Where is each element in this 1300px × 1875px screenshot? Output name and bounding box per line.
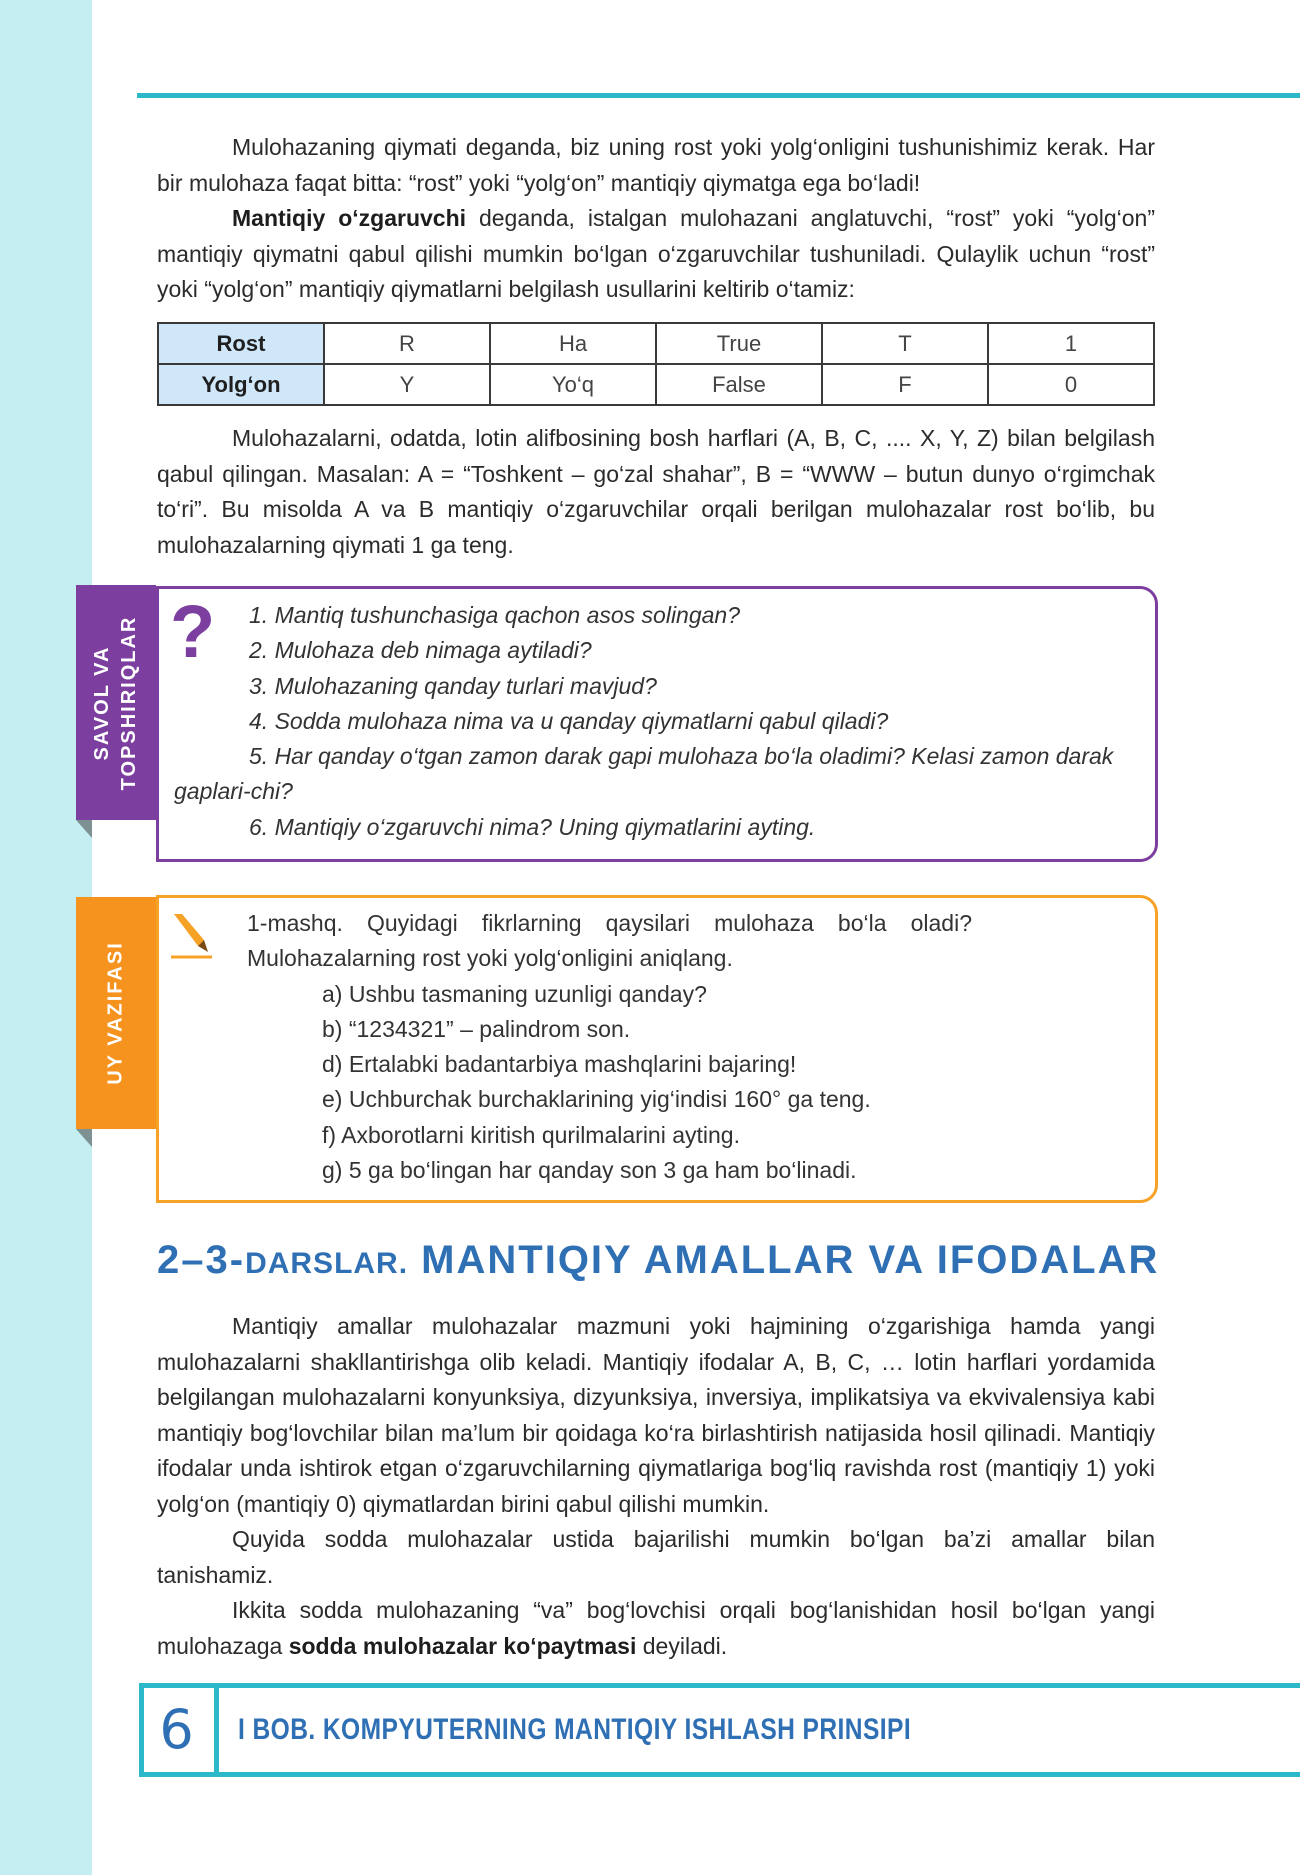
chapter-title: I BOB. KOMPYUTERNING MANTIQIY ISHLASH PRINSIPI: [238, 1713, 912, 1746]
paragraph-after-table: [157, 421, 1155, 563]
body-paragraph-3: [157, 1593, 1155, 1664]
table-cell: Ha: [490, 323, 656, 364]
section-body: [157, 1309, 1155, 1664]
footer-divider: [214, 1683, 219, 1777]
section-label: DARSLAR.: [245, 1247, 409, 1280]
table-row: [158, 364, 1154, 405]
list-item: 2. Mulohaza deb nimaga aytiladi?: [249, 637, 592, 664]
table-cell: Yo‘q: [490, 364, 656, 405]
intro-text: [157, 130, 1155, 308]
pencil-icon: [168, 910, 214, 960]
list-item: b) “1234321” – palindrom son.: [322, 1015, 631, 1042]
homework-intro-line-2: Mulohazalarning rost yoki yolg‘onligini aniqlang.: [247, 945, 733, 972]
homework-intro-line-1: 1-mashq. Quyidagi fikrlarning qaysilari mulohaza bo‘la oladi?: [247, 910, 972, 936]
questions-tab-line-1: SAVOL VA: [91, 645, 113, 760]
table-cell: True: [656, 323, 822, 364]
page-number: 6: [159, 1698, 194, 1761]
intro-paragraph-2: [157, 201, 1155, 308]
body-paragraph-3-start: Ikkita sodda mulohazaning “va” bog‘lovchisi orqali bog‘lanishidan hosil bo‘lgan yangi mulohazaga: [157, 1597, 1155, 1659]
table-cell: Yolg‘on: [158, 364, 324, 405]
table-cell: R: [324, 323, 490, 364]
body-paragraph-2: Quyida sodda mulohazalar ustida bajarilishi mumkin bo‘lgan ba’zi amallar bilan tanishamiz.: [157, 1526, 1155, 1588]
list-item: d) Ertalabki badantarbiya mashqlarini bajaring!: [322, 1051, 797, 1078]
top-rule: [137, 93, 1300, 98]
section-heading: [157, 1238, 1159, 1283]
truth-values-table: [157, 322, 1155, 406]
question-mark-icon: ?: [170, 590, 216, 673]
section-number: 2–3-: [157, 1238, 246, 1282]
list-item: g) 5 ga bo‘lingan har qanday son 3 ga ham bo‘linadi.: [322, 1157, 857, 1184]
paragraph-text: Mulohazalarni, odatda, lotin alifbosining bosh harflari (A, B, C, .... X, Y, Z) bilan belgilash qabul qilingan. Masalan: A = “Toshkent – go‘zal shahar”, B = “WWW – butun dunyo o‘rgimchak to‘ri”. Bu misolda A va B mantiqiy o‘zgaruvchilar orqali berilgan mulohazalar rost bo‘lib, bu mulohazalarning qiymati 1 ga teng.: [157, 425, 1155, 558]
table-cell: F: [822, 364, 988, 405]
questions-list: [174, 598, 1140, 845]
section-title: MANTIQIY AMALLAR VA IFODALAR: [408, 1238, 1160, 1282]
intro-paragraph-2-rest: deganda, istalgan mulohazani anglatuvchi, “rost” yoki “yolg‘on” mantiqiy qiymatni qabul qilishi mumkin bo‘lgan o‘zgaruvchilar tushuniladi. Qulaylik uchun “rost” yoki “yolg‘on” mantiqiy qiymatlarni belgilash usullarini keltirib o‘tamiz:: [157, 205, 1155, 302]
list-item: 4. Sodda mulohaza nima va u qanday qiymatlarni qabul qiladi?: [249, 707, 889, 734]
list-item: 6. Mantiqiy o‘zgaruvchi nima? Uning qiymatlarini ayting.: [249, 813, 816, 840]
homework-list: [247, 906, 972, 1188]
table-cell: Rost: [158, 323, 324, 364]
homework-tab: [76, 897, 156, 1129]
intro-paragraph-1: Mulohazaning qiymati deganda, biz uning rost yoki yolg‘onligini tushunishimiz kerak. Har bir mulohaza faqat bitta: “rost” yoki “yolg‘on” mantiqiy qiymatga ega bo‘ladi!: [157, 134, 1155, 196]
table-cell: 1: [988, 323, 1154, 364]
list-item: e) Uchburchak burchaklarining yig‘indisi 160° ga teng.: [322, 1086, 871, 1113]
table-cell: T: [822, 323, 988, 364]
body-paragraph-1: Mantiqiy amallar mulohazalar mazmuni yoki hajmining o‘zgarishiga hamda yangi mulohazalarni shakllantirishga olib keladi. Mantiqiy ifodalar A, B, C, … lotin harflari yordamida belgilangan mulohazalarni konyunksiya, dizyunksiya, inversiya, implikatsiya va ekvivalensiya kabi mantiqiy bog‘lovchilar bilan ma’lum bir qoidaga ko‘ra birlashtirish natijasida hosil qilinadi. Mantiqiy ifodalar unda ishtirok etgan o‘zgaruvchilarning qiymatlariga bog‘liq ravishda rost (mantiqiy 1) yoki yolg‘on (mantiqiy 0) qiymatlardan birini qabul qilishi mumkin.: [157, 1313, 1155, 1517]
table-cell: 0: [988, 364, 1154, 405]
table-cell: False: [656, 364, 822, 405]
questions-tab-line-2: TOPSHIRIQLAR: [118, 615, 140, 790]
table-row: [158, 323, 1154, 364]
list-item: a) Ushbu tasmaning uzunligi qanday?: [322, 980, 707, 1007]
list-item: f) Axborotlarni kiritish qurilmalarini ayting.: [322, 1121, 740, 1148]
questions-tab: [76, 585, 156, 820]
list-item: 3. Mulohazaning qanday turlari mavjud?: [249, 672, 657, 699]
questions-tab-label: [89, 615, 143, 790]
body-paragraph-3-end: deyiladi.: [636, 1632, 728, 1659]
list-item: 5. Har qanday o‘tgan zamon darak gapi mulohaza bo‘la oladimi? Kelasi zamon darak gaplari-chi?: [174, 743, 1114, 805]
term-mantiqiy-ozgaruvchi: Mantiqiy o‘zgaruvchi: [232, 205, 467, 231]
term-sodda-mulohazalar-kopaytmasi: sodda mulohazalar ko‘paytmasi: [288, 1632, 637, 1659]
list-item: 1. Mantiq tushunchasiga qachon asos solingan?: [249, 602, 741, 628]
homework-tab-label: UY VAZIFASI: [104, 941, 127, 1085]
table-cell: Y: [324, 364, 490, 405]
